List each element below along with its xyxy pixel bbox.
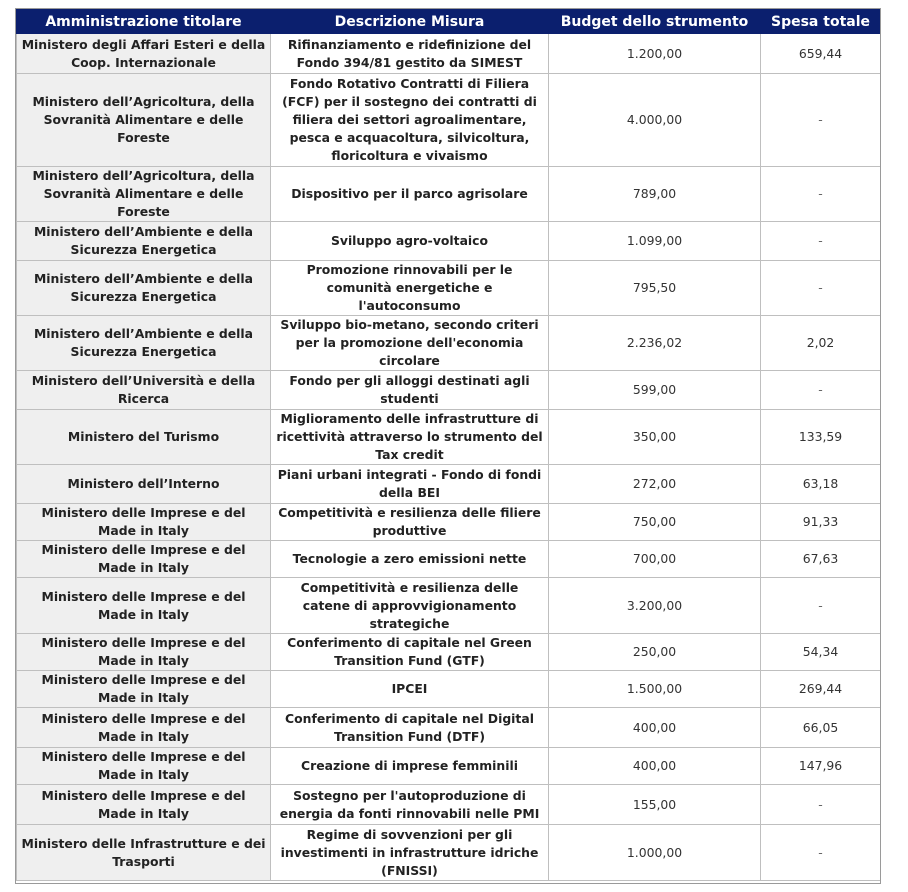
table-row (17, 167, 881, 222)
cell-administration: Ministero dell’Agricoltura, della Sovranità Alimentare e delle Foreste (17, 167, 271, 222)
cell-total-spend: 91,33 (761, 504, 881, 541)
cell-total-spend: - (761, 825, 881, 881)
cell-description: Competitività e resilienza delle catene di approvvigionamento strategiche (271, 578, 549, 634)
table-row (17, 316, 881, 371)
header-administration: Amministrazione titolare (17, 10, 271, 34)
cell-budget: 700,00 (549, 541, 761, 578)
cell-description: Tecnologie a zero emissioni nette (271, 541, 549, 578)
cell-description: Dispositivo per il parco agrisolare (271, 167, 549, 222)
cell-administration: Ministero dell’Ambiente e della Sicurezza Energetica (17, 222, 271, 261)
cell-total-spend: - (761, 74, 881, 167)
cell-description: Rifinanziamento e ridefinizione del Fondo 394/81 gestito da SIMEST (271, 34, 549, 74)
cell-total-spend: 67,63 (761, 541, 881, 578)
header-budget: Budget dello strumento (549, 10, 761, 34)
cell-administration: Ministero delle Imprese e del Made in Italy (17, 634, 271, 671)
cell-total-spend: 2,02 (761, 316, 881, 371)
cell-total-spend: 659,44 (761, 34, 881, 74)
cell-administration: Ministero delle Imprese e del Made in Italy (17, 785, 271, 825)
cell-total-spend: - (761, 785, 881, 825)
cell-total-spend: - (761, 167, 881, 222)
table-row (17, 578, 881, 634)
cell-total-spend: - (761, 371, 881, 410)
cell-description: Conferimento di capitale nel Digital Transition Fund (DTF) (271, 708, 549, 748)
table-body (17, 34, 881, 881)
cell-administration: Ministero del Turismo (17, 410, 271, 465)
table-row (17, 261, 881, 316)
table-row (17, 465, 881, 504)
cell-administration: Ministero delle Imprese e del Made in Italy (17, 748, 271, 785)
cell-description: Creazione di imprese femminili (271, 748, 549, 785)
cell-description: Fondo per gli alloggi destinati agli studenti (271, 371, 549, 410)
table-row (17, 825, 881, 881)
cell-administration: Ministero dell’Agricoltura, della Sovranità Alimentare e delle Foreste (17, 74, 271, 167)
cell-budget: 1.000,00 (549, 825, 761, 881)
cell-description: Sviluppo agro-voltaico (271, 222, 549, 261)
cell-total-spend: - (761, 222, 881, 261)
table-row (17, 708, 881, 748)
header-description: Descrizione Misura (271, 10, 549, 34)
cell-administration: Ministero dell’Interno (17, 465, 271, 504)
measures-table (16, 9, 881, 881)
cell-description: IPCEI (271, 671, 549, 708)
cell-budget: 350,00 (549, 410, 761, 465)
cell-budget: 1.200,00 (549, 34, 761, 74)
cell-total-spend: 63,18 (761, 465, 881, 504)
cell-description: Sviluppo bio-metano, secondo criteri per la promozione dell'economia circolare (271, 316, 549, 371)
cell-administration: Ministero dell’Ambiente e della Sicurezza Energetica (17, 261, 271, 316)
cell-administration: Ministero delle Imprese e del Made in Italy (17, 708, 271, 748)
cell-description: Conferimento di capitale nel Green Transition Fund (GTF) (271, 634, 549, 671)
cell-administration: Ministero delle Imprese e del Made in Italy (17, 504, 271, 541)
cell-budget: 400,00 (549, 708, 761, 748)
cell-administration: Ministero delle Imprese e del Made in Italy (17, 578, 271, 634)
cell-budget: 1.500,00 (549, 671, 761, 708)
cell-description: Fondo Rotativo Contratti di Filiera (FCF) per il sostegno dei contratti di filiera dei settori agroalimentare, pesca e acquacoltura, silvicoltura, floricoltura e vivaismo (271, 74, 549, 167)
cell-budget: 750,00 (549, 504, 761, 541)
cell-administration: Ministero degli Affari Esteri e della Coop. Internazionale (17, 34, 271, 74)
cell-administration: Ministero dell’Università e della Ricerca (17, 371, 271, 410)
cell-description: Piani urbani integrati - Fondo di fondi della BEI (271, 465, 549, 504)
cell-budget: 2.236,02 (549, 316, 761, 371)
table-row (17, 634, 881, 671)
cell-total-spend: 66,05 (761, 708, 881, 748)
cell-total-spend: - (761, 261, 881, 316)
cell-budget: 789,00 (549, 167, 761, 222)
table-row (17, 410, 881, 465)
cell-description: Competitività e resilienza delle filiere produttive (271, 504, 549, 541)
header-row (17, 10, 881, 34)
cell-administration: Ministero delle Imprese e del Made in Italy (17, 541, 271, 578)
table-row (17, 748, 881, 785)
table-row (17, 671, 881, 708)
table-row (17, 222, 881, 261)
cell-budget: 599,00 (549, 371, 761, 410)
cell-description: Miglioramento delle infrastrutture di ricettività attraverso lo strumento del Tax credit (271, 410, 549, 465)
measures-table-container (16, 9, 880, 881)
table-row (17, 34, 881, 74)
cell-budget: 250,00 (549, 634, 761, 671)
cell-administration: Ministero delle Imprese e del Made in Italy (17, 671, 271, 708)
cell-total-spend: 269,44 (761, 671, 881, 708)
cell-administration: Ministero dell’Ambiente e della Sicurezza Energetica (17, 316, 271, 371)
cell-budget: 272,00 (549, 465, 761, 504)
table-row (17, 785, 881, 825)
cell-administration: Ministero delle Infrastrutture e dei Trasporti (17, 825, 271, 881)
cell-description: Sostegno per l'autoproduzione di energia da fonti rinnovabili nelle PMI (271, 785, 549, 825)
cell-total-spend: 133,59 (761, 410, 881, 465)
table-row (17, 74, 881, 167)
cell-description: Regime di sovvenzioni per gli investimenti in infrastrutture idriche (FNISSI) (271, 825, 549, 881)
cell-total-spend: 147,96 (761, 748, 881, 785)
cell-budget: 400,00 (549, 748, 761, 785)
header-total-spend: Spesa totale (761, 10, 881, 34)
cell-total-spend: - (761, 578, 881, 634)
cell-total-spend: 54,34 (761, 634, 881, 671)
table-row (17, 371, 881, 410)
table-row (17, 504, 881, 541)
cell-budget: 795,50 (549, 261, 761, 316)
cell-description: Promozione rinnovabili per le comunità energetiche e l'autoconsumo (271, 261, 549, 316)
cell-budget: 155,00 (549, 785, 761, 825)
cell-budget: 3.200,00 (549, 578, 761, 634)
cell-budget: 1.099,00 (549, 222, 761, 261)
cell-budget: 4.000,00 (549, 74, 761, 167)
table-row (17, 541, 881, 578)
